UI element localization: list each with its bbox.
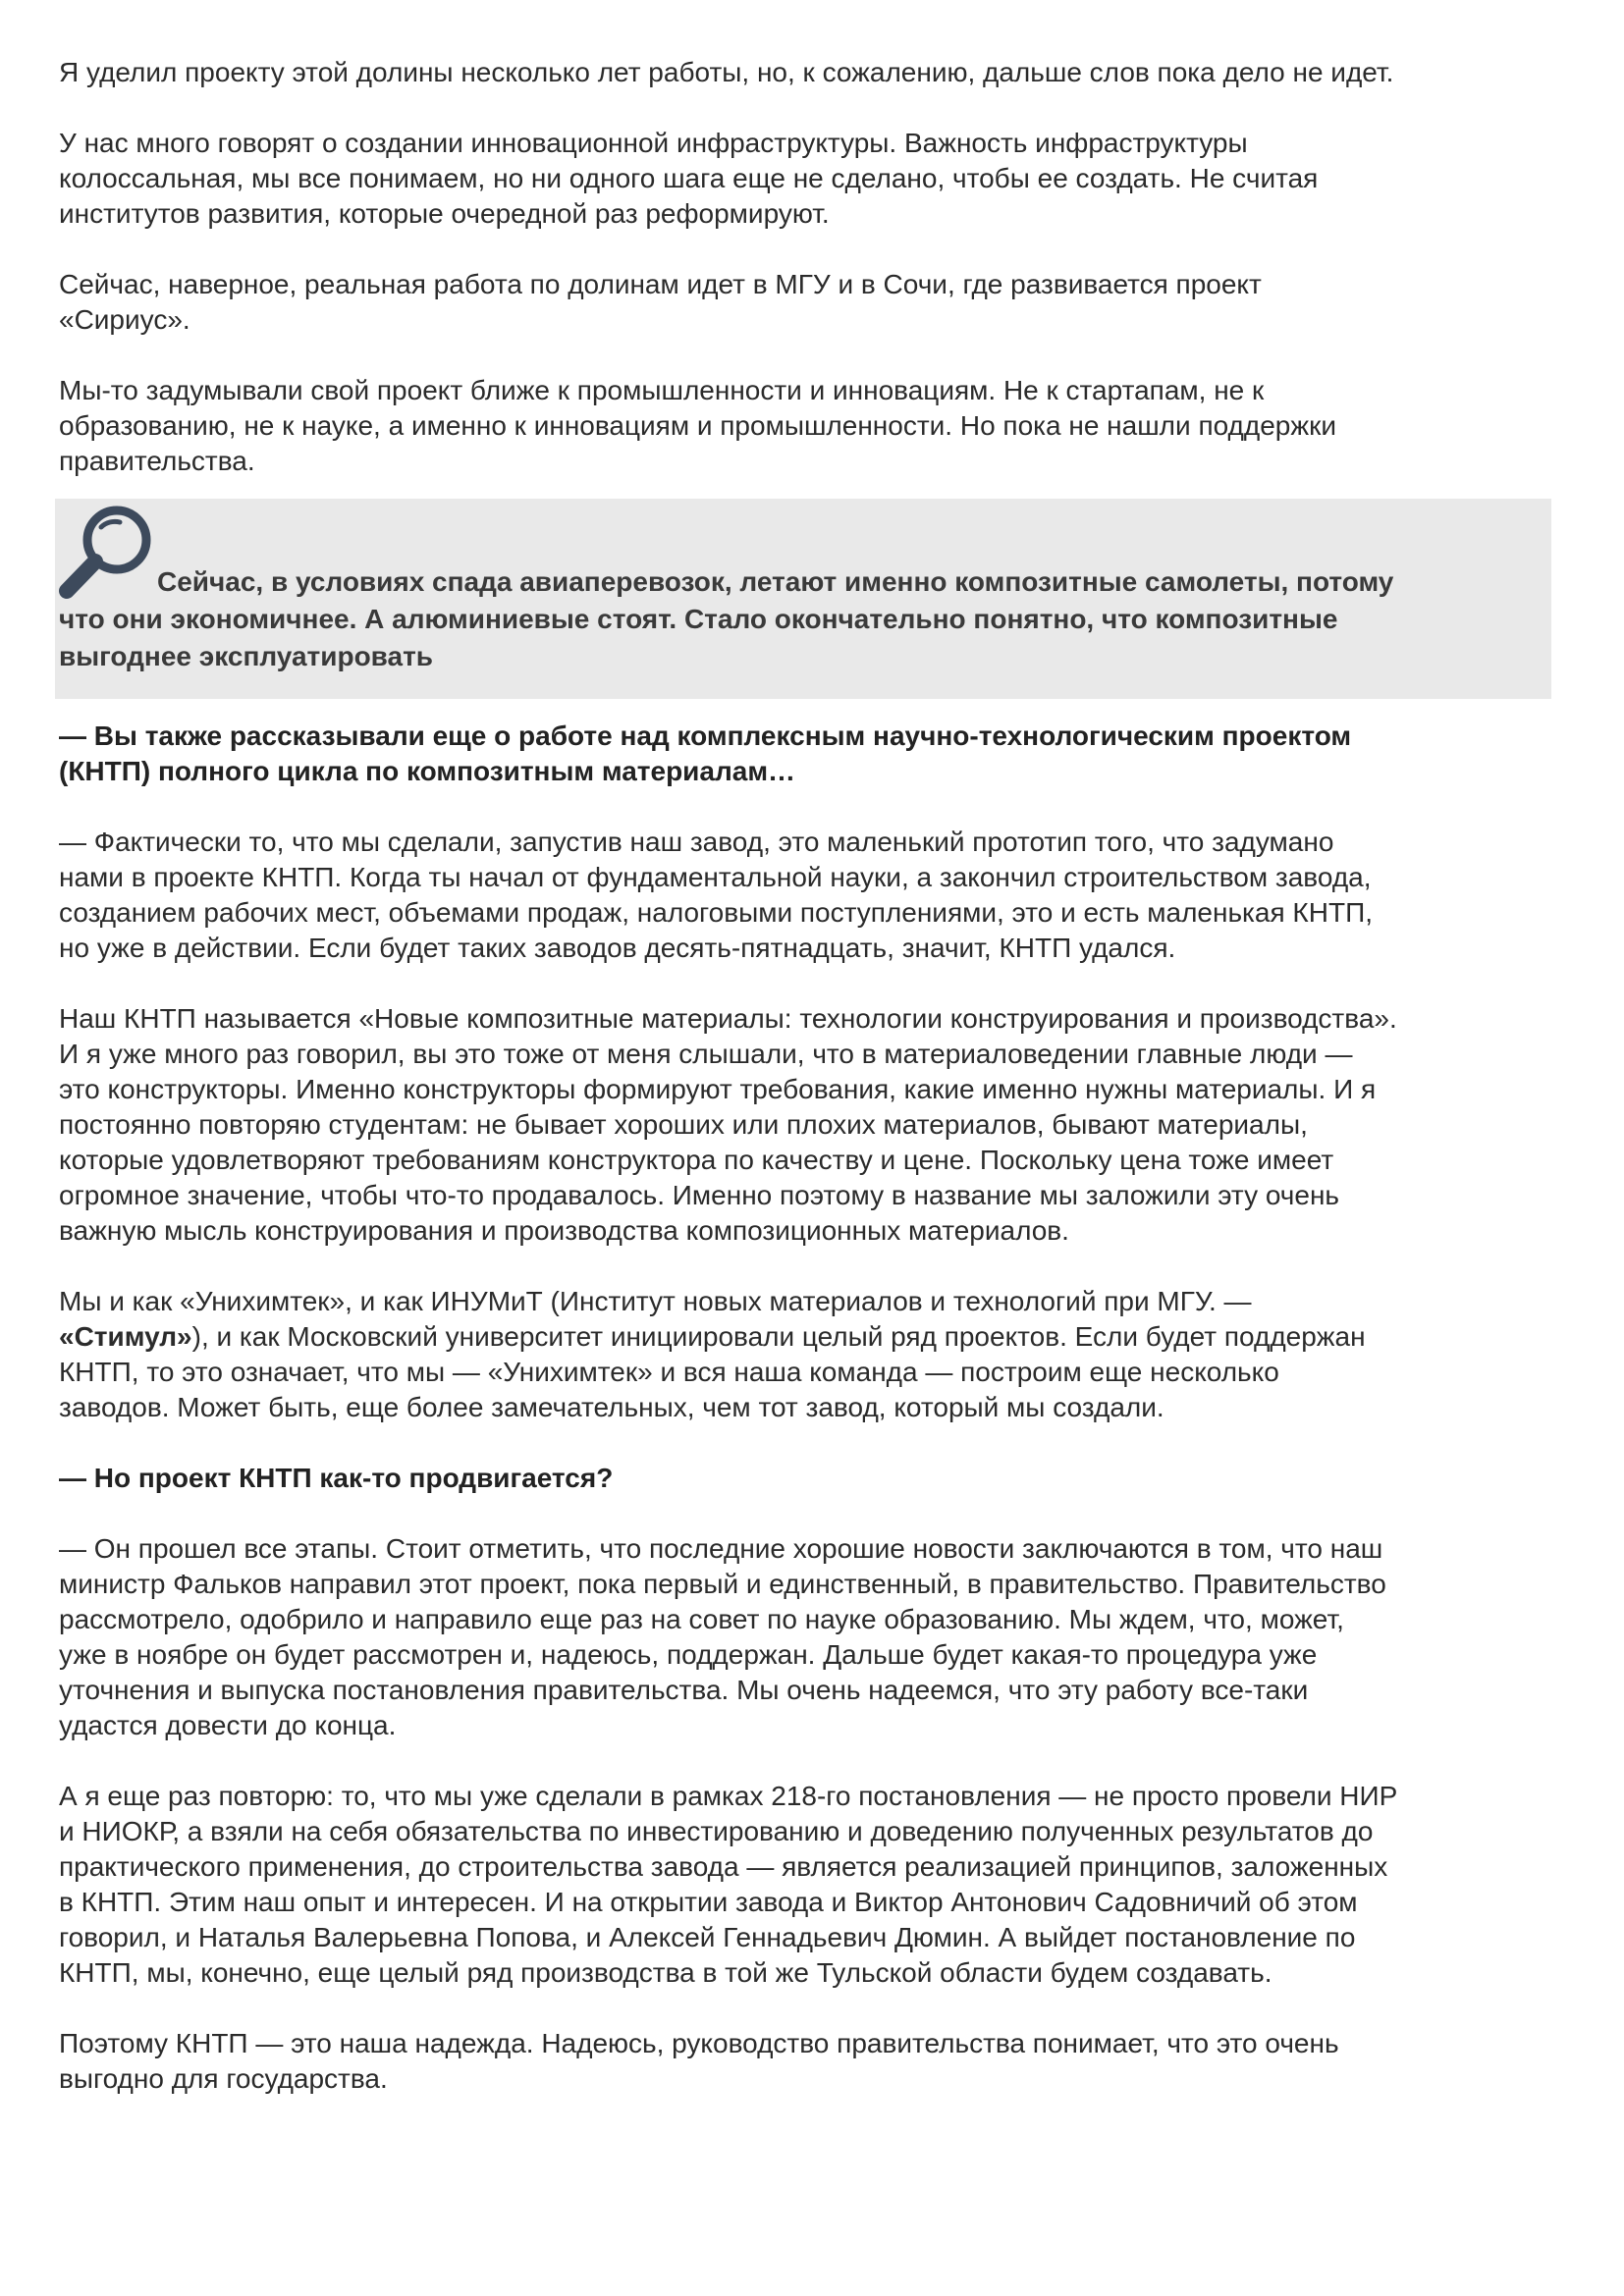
pull-quote [55, 499, 1551, 699]
article-body [59, 55, 1551, 2132]
paragraph-sirius: Сейчас, наверное, реальная работа по долинам идет в МГУ и в Сочи, где развивается проект «Сириус». [59, 269, 1262, 335]
answer-kntp-name: Наш КНТП называется «Новые композитные материалы: технологии конструирования и производства». И я уже много раз говорил, вы это тоже от меня слышали, что в материаловедении главные люди — это конструкторы. Именно конструкторы формируют требования, какие именно нужны материалы. И я постоянно повторяю студентам: не бывает хороших или плохих материалов, бывают материалы, которые удовлетворяют требованиям конструктора по качеству и цене. Поскольку цена тоже имеет огромное значение, чтобы что-то продавалось. Именно поэтому в название мы заложили эту очень важную мысль конструирования и производства композиционных материалов. [59, 1003, 1397, 1246]
paragraph-unihimtek-before: Мы и как «Унихимтек», и как ИНУМиТ (Институт новых материалов и технологий при МГУ. — [59, 1286, 1252, 1316]
paragraph-infrastructure: У нас много говорят о создании инновационной инфраструктуры. Важность инфраструктуры колоссальная, мы все понимаем, но ни одного шага еще не сделано, чтобы ее создать. Не считая институтов развития, которые очередной раз реформируют. [59, 128, 1319, 229]
paragraph-valley: Я уделил проекту этой долины несколько лет работы, но, к сожалению, дальше слов пока дело не идет. [59, 57, 1394, 87]
paragraph-unihimtek-after: ), и как Московский университет инициировали целый ряд проектов. Если будет поддержан КНТП, то это означает, что мы — «Унихимтек» и вся наша команда — построим еще несколько заводов. Может быть, еще более замечательных, чем тот завод, который мы создали. [59, 1321, 1366, 1422]
paragraph-unihimtek [59, 1284, 1551, 1425]
answer-218: А я еще раз повторю: то, что мы уже сделали в рамках 218-го постановления — не просто провели НИР и НИОКР, а взяли на себя обязательства по инвестированию и доведению полученных результатов до практического применения, до строительства завода — является реализацией принципов, заложенных в КНТП. Этим наш опыт и интересен. И на открытии завода и Виктор Антонович Садовничий об этом говорил, и Наталья Валерьевна Попова, и Алексей Геннадьевич Дюмин. А выйдет постановление по КНТП, мы, конечно, еще целый ряд производства в той же Тульской области будем создавать. [59, 1781, 1398, 1988]
paragraph-industry: Мы-то задумывали свой проект ближе к промышленности и инновациям. Не к стартапам, не к образованию, не к науке, а именно к инновациям и промышленности. Но пока не нашли поддержки правительства. [59, 375, 1337, 476]
pull-quote-text: Сейчас, в условиях спада авиаперевозок, летают именно композитные самолеты, потому что они экономичнее. А алюминиевые стоят. Стало окончательно понятно, что композитные выгоднее эксплуатировать [59, 566, 1394, 671]
question-kntp: — Вы также рассказывали еще о работе над комплексным научно-технологическим проектом (КНТП) полного цикла по композитным материалам… [59, 721, 1352, 786]
stimul-label: «Стимул» [59, 1321, 192, 1352]
answer-hope: Поэтому КНТП — это наша надежда. Надеюсь, руководство правительства понимает, что это очень выгодно для государства. [59, 2028, 1339, 2094]
question-progress: — Но проект КНТП как-то продвигается? [59, 1463, 614, 1493]
answer-stages: — Он прошел все этапы. Стоит отметить, что последние хорошие новости заключаются в том, что наш министр Фальков направил этот проект, пока первый и единственный, в правительство. Правительство рассмотрело, одобрило и направило еще раз на совет по науке образованию. Мы ждем, что, может, уже в ноябре он будет рассмотрен и, надеюсь, поддержан. Дальше будет какая-то процедура уже уточнения и выпуска постановления правительства. Мы очень надеемся, что эту работу все-таки удастся довести до конца. [59, 1533, 1386, 1740]
answer-prototype: — Фактически то, что мы сделали, запустив наш завод, это маленький прототип того, что задумано нами в проекте КНТП. Когда ты начал от фундаментальной науки, а закончил строительством завода, созданием рабочих мест, объемами продаж, налоговыми поступлениями, это и есть маленькая КНТП, но уже в действии. Если будет таких заводов десять-пятнадцать, значит, КНТП удался. [59, 827, 1373, 963]
